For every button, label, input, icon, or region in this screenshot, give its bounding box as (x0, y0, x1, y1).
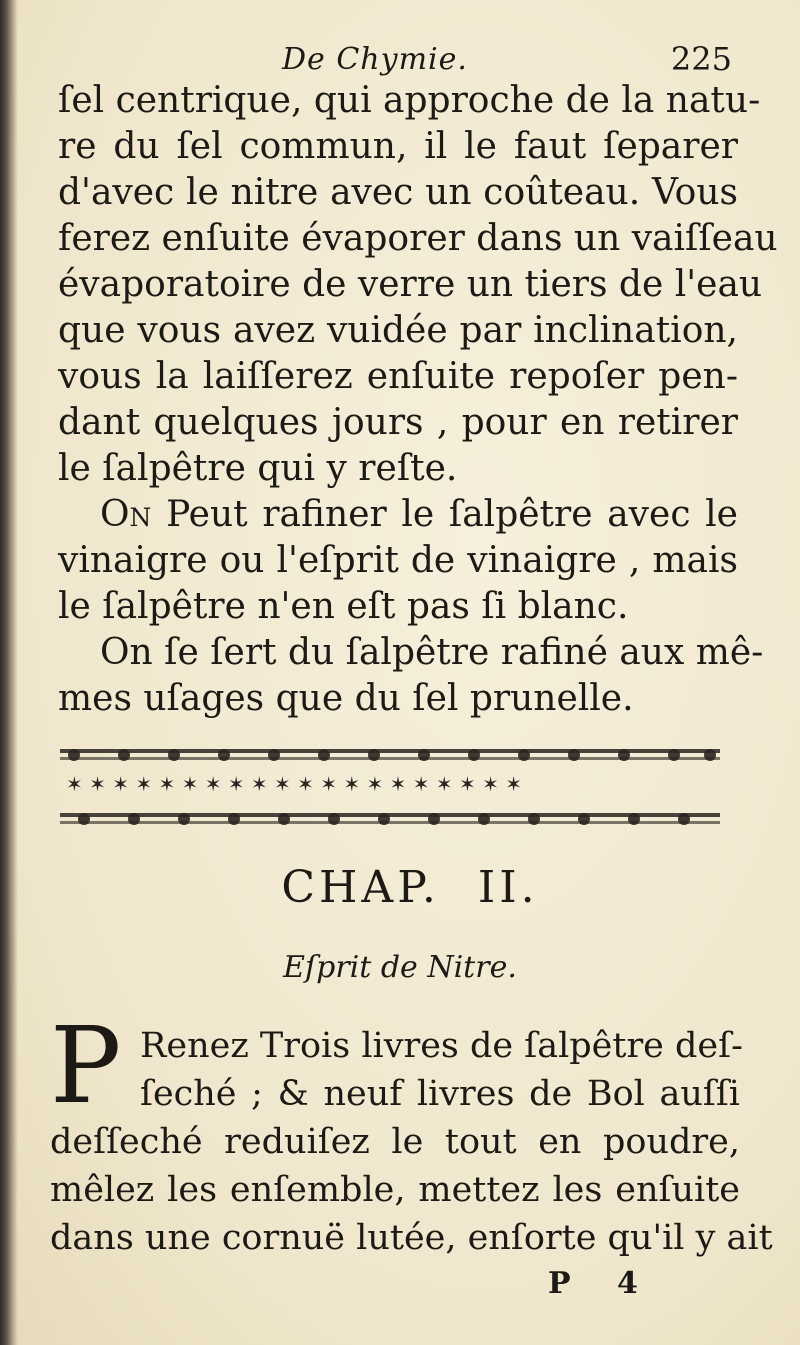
text-line: mes uſages que du ſel prunelle. (58, 678, 634, 719)
page-number: 225 (670, 40, 732, 78)
text-block (58, 78, 778, 722)
chapter-body (50, 1004, 773, 1262)
section-title: Eſprit de Nitre. (283, 950, 517, 985)
text-line: d'avec le nitre avec un coûteau. Vous (58, 172, 738, 213)
text-line: ferez enſuite évaporer dans un vaiſſeau (58, 218, 778, 259)
text-line: Renez Trois livres de ſalpêtre deſ- (140, 1026, 743, 1066)
drop-cap: P (50, 1004, 122, 1127)
signature-mark: P 4 (548, 1266, 656, 1301)
text-line: vinaigre ou l'eſprit de vinaigre , mais (58, 540, 738, 581)
text-line: mêlez les enſemble, mettez les enſuite (50, 1170, 740, 1210)
text-line: vous la laiſſerez enſuite repoſer pen- (58, 356, 738, 397)
svg-text:✶ ✶ ✶ ✶ ✶ ✶ ✶ ✶ ✶ ✶ ✶ ✶ ✶ ✶ ✶: ✶ ✶ ✶ ✶ ✶ ✶ ✶ ✶ ✶ ✶ ✶ ✶ ✶ ✶ ✶ ✶ ✶ ✶ ✶ ✶ (66, 772, 522, 796)
chapter-heading (0, 862, 800, 914)
small-caps-lead: On (100, 494, 152, 535)
ornament-band-top (60, 749, 720, 761)
text-line: re du ſel commun, il le faut ſeparer (58, 126, 738, 167)
text-line: le ſalpêtre qui y reſte. (58, 448, 458, 489)
chapter-number: II. (477, 862, 539, 913)
text-line: le ſalpêtre n'en eſt pas ſi blanc. (58, 586, 629, 627)
text-line: dans une cornuë lutée, enſorte qu'il y ait (50, 1218, 773, 1258)
text-line (58, 492, 738, 538)
printers-ornament (60, 743, 720, 833)
text-line: dant quelques jours , pour en retirer (58, 402, 738, 443)
text-line: On ſe ſert du ſalpêtre rafiné aux mê- (100, 632, 764, 673)
text-span: Peut rafiner le ſalpêtre avec le (166, 494, 738, 535)
ornament-stars (66, 772, 522, 796)
text-line: deſſeché reduiſez le tout en poudre, (50, 1122, 740, 1162)
running-title: De Chymie. (282, 42, 468, 77)
text-line: ſeché ; & neuf livres de Bol auſſi (140, 1074, 740, 1114)
ornament-band-bottom (60, 813, 720, 825)
text-line: que vous avez vuidée par inclination, (58, 310, 738, 351)
text-line: évaporatoire de verre un tiers de l'eau (58, 264, 763, 305)
book-gutter (0, 0, 18, 1345)
text-line: ſel centrique, qui approche de la natu- (58, 80, 761, 121)
chapter-label: CHAP. (281, 862, 440, 913)
